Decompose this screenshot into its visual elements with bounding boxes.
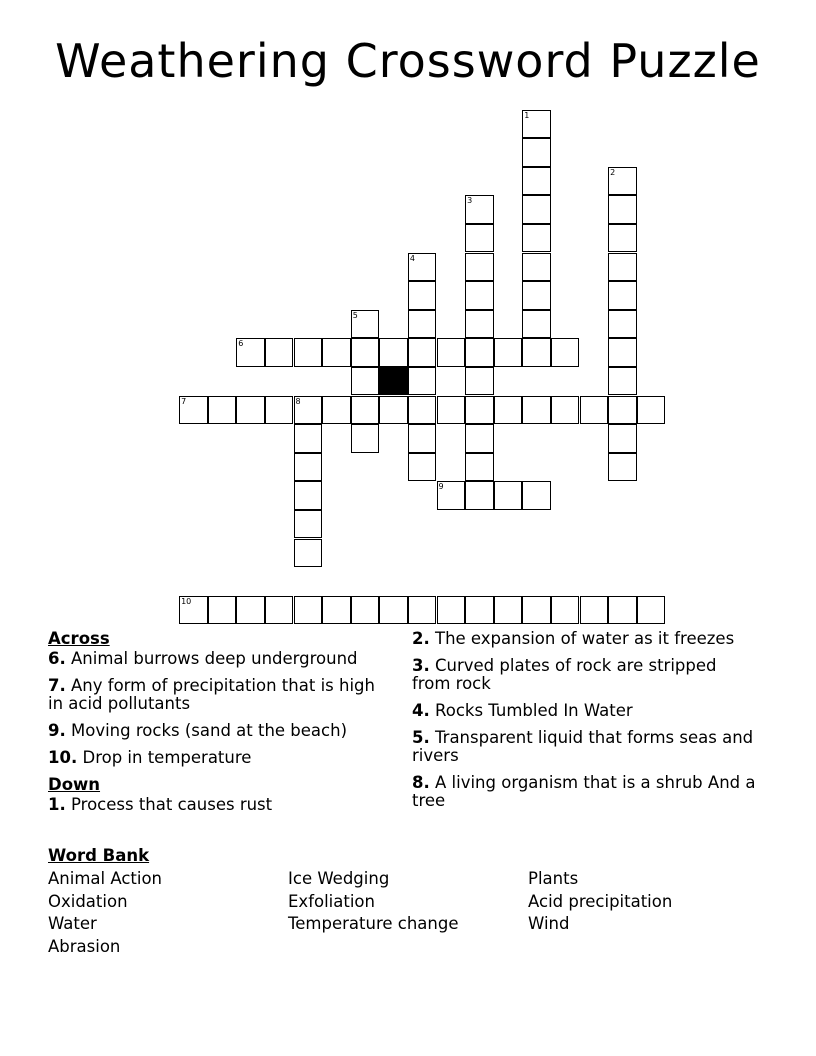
- grid-cell[interactable]: [551, 338, 580, 367]
- clue-number: 5.: [412, 728, 430, 747]
- clue-text: Curved plates of rock are stripped from rock: [412, 656, 717, 693]
- grid-cell[interactable]: [522, 396, 551, 425]
- clue-text: Rocks Tumbled In Water: [435, 701, 633, 720]
- grid-cell[interactable]: [351, 310, 380, 339]
- word-bank-item: Abrasion: [48, 936, 121, 956]
- word-bank-item: Ice Wedging: [288, 869, 390, 888]
- grid-cell[interactable]: [608, 338, 637, 367]
- grid-cell[interactable]: [465, 596, 494, 625]
- grid-cell[interactable]: [437, 396, 466, 425]
- grid-cell[interactable]: [522, 481, 551, 510]
- word-bank-column-3: [528, 868, 672, 936]
- grid-cell[interactable]: [294, 424, 323, 453]
- grid-cell[interactable]: [465, 338, 494, 367]
- clue-number-label: 3: [467, 196, 473, 206]
- clue-text: Any form of precipitation that is high in acid pollutants: [48, 676, 375, 713]
- word-bank-item: Wind: [528, 914, 570, 933]
- grid-cell[interactable]: [522, 167, 551, 196]
- clue-number: 6.: [48, 649, 66, 668]
- word-bank-item: Acid precipitation: [528, 891, 673, 911]
- grid-cell[interactable]: [637, 596, 666, 625]
- grid-cell[interactable]: [179, 596, 208, 625]
- grid-cell[interactable]: [608, 424, 637, 453]
- clue-number: 3.: [412, 656, 430, 675]
- grid-cell[interactable]: [408, 338, 437, 367]
- word-bank-item: Temperature change: [288, 914, 459, 933]
- page-title: Weathering Crossword Puzzle: [55, 34, 761, 88]
- grid-cell[interactable]: [522, 281, 551, 310]
- grid-cell[interactable]: [379, 596, 408, 625]
- word-bank-heading: Word Bank: [48, 846, 150, 865]
- grid-cell[interactable]: [294, 453, 323, 482]
- clue-number-label: 2: [610, 167, 616, 177]
- word-bank-item: Plants: [528, 869, 579, 888]
- clue-across-6: [48, 650, 388, 668]
- grid-cell[interactable]: [408, 310, 437, 339]
- clue-text: Process that causes rust: [71, 795, 273, 814]
- grid-cell[interactable]: [351, 424, 380, 453]
- grid-cell[interactable]: [522, 253, 551, 282]
- grid-cell[interactable]: [265, 396, 294, 425]
- grid-cell[interactable]: [379, 338, 408, 367]
- clue-number-label: 6: [238, 339, 244, 349]
- clue-text: Animal burrows deep underground: [71, 649, 358, 668]
- grid-cell[interactable]: [236, 338, 265, 367]
- clue-across-7: [48, 677, 388, 713]
- clue-number: 2.: [412, 629, 430, 648]
- grid-cell[interactable]: [465, 424, 494, 453]
- clue-text: Transparent liquid that forms seas and rivers: [412, 728, 754, 765]
- clue-text: Drop in temperature: [82, 748, 252, 767]
- grid-cell[interactable]: [608, 310, 637, 339]
- grid-cell[interactable]: [236, 596, 265, 625]
- grid-cell[interactable]: [494, 396, 523, 425]
- grid-cell[interactable]: [580, 396, 609, 425]
- grid-cell[interactable]: [522, 596, 551, 625]
- grid-cell[interactable]: [580, 596, 609, 625]
- clue-number: 7.: [48, 676, 66, 695]
- down-heading: Down: [48, 775, 101, 794]
- clues-right-column: [412, 630, 757, 819]
- grid-cell[interactable]: [294, 396, 323, 425]
- grid-cell[interactable]: [465, 224, 494, 253]
- grid-cell[interactable]: [551, 596, 580, 625]
- grid-cell[interactable]: [465, 195, 494, 224]
- grid-cell[interactable]: [465, 253, 494, 282]
- clue-number-label: 8: [295, 396, 301, 406]
- grid-cell[interactable]: [294, 539, 323, 568]
- grid-cell[interactable]: [294, 510, 323, 539]
- grid-cell[interactable]: [494, 338, 523, 367]
- clue-down-5: [412, 729, 757, 765]
- grid-cell[interactable]: [437, 596, 466, 625]
- grid-cell[interactable]: [379, 396, 408, 425]
- clue-number-label: 4: [409, 253, 415, 263]
- grid-cell[interactable]: [294, 481, 323, 510]
- grid-cell[interactable]: [437, 338, 466, 367]
- grid-cell[interactable]: [408, 424, 437, 453]
- black-cell: [379, 367, 408, 396]
- word-bank-item: Oxidation: [48, 891, 128, 911]
- grid-cell[interactable]: [294, 596, 323, 625]
- grid-cell[interactable]: [608, 453, 637, 482]
- grid-cell[interactable]: [208, 596, 237, 625]
- clue-number-label: 1: [524, 110, 530, 120]
- word-bank-column-2: [288, 868, 459, 936]
- grid-cell[interactable]: [522, 224, 551, 253]
- grid-cell[interactable]: [608, 253, 637, 282]
- clue-number-label: 10: [181, 596, 192, 606]
- grid-cell[interactable]: [408, 596, 437, 625]
- clue-down-3: [412, 657, 757, 693]
- grid-cell[interactable]: [437, 481, 466, 510]
- grid-cell[interactable]: [351, 367, 380, 396]
- grid-cell[interactable]: [551, 396, 580, 425]
- across-heading: Across: [48, 629, 110, 648]
- word-bank-item: Exfoliation: [288, 891, 375, 911]
- clue-number: 9.: [48, 721, 66, 740]
- clue-across-10: [48, 749, 388, 767]
- clue-down-1: [48, 796, 388, 814]
- clue-number-label: 5: [352, 310, 358, 320]
- grid-cell[interactable]: [608, 596, 637, 625]
- clue-down-4: [412, 702, 757, 720]
- grid-cell[interactable]: [265, 338, 294, 367]
- grid-cell[interactable]: [465, 310, 494, 339]
- grid-cell[interactable]: [294, 338, 323, 367]
- grid-cell[interactable]: [408, 367, 437, 396]
- word-bank-column-1: [48, 868, 162, 958]
- grid-cell[interactable]: [465, 367, 494, 396]
- clue-down-8: [412, 774, 757, 810]
- clue-number: 4.: [412, 701, 430, 720]
- grid-cell[interactable]: [179, 396, 208, 425]
- clue-text: A living organism that is a shrub And a tree: [412, 773, 756, 810]
- clue-text: Moving rocks (sand at the beach): [71, 721, 348, 740]
- clues-left-column: [48, 630, 388, 823]
- word-bank-item: Animal Action: [48, 869, 163, 888]
- grid-cell[interactable]: [408, 453, 437, 482]
- grid-cell[interactable]: [494, 596, 523, 625]
- clue-down-2: [412, 630, 757, 648]
- grid-cell[interactable]: [265, 596, 294, 625]
- grid-cell[interactable]: [465, 396, 494, 425]
- clue-number-label: 7: [181, 396, 187, 406]
- clue-text: The expansion of water as it freezes: [435, 629, 735, 648]
- grid-cell[interactable]: [522, 338, 551, 367]
- grid-cell[interactable]: [608, 195, 637, 224]
- grid-cell[interactable]: [322, 396, 351, 425]
- grid-cell[interactable]: [465, 281, 494, 310]
- grid-cell[interactable]: [637, 396, 666, 425]
- grid-cell[interactable]: [522, 310, 551, 339]
- clue-number: 8.: [412, 773, 430, 792]
- clue-number: 10.: [48, 748, 78, 767]
- grid-cell[interactable]: [408, 253, 437, 282]
- word-bank-item: Water: [48, 914, 97, 933]
- word-bank: [48, 846, 768, 956]
- grid-cell[interactable]: [408, 281, 437, 310]
- grid-cell[interactable]: [236, 396, 265, 425]
- grid-cell[interactable]: [351, 396, 380, 425]
- clue-across-9: [48, 722, 388, 740]
- grid-cell[interactable]: [608, 396, 637, 425]
- grid-cell[interactable]: [322, 338, 351, 367]
- clue-number: 1.: [48, 795, 66, 814]
- grid-cell[interactable]: [465, 453, 494, 482]
- grid-cell[interactable]: [408, 396, 437, 425]
- grid-cell[interactable]: [608, 281, 637, 310]
- grid-cell[interactable]: [465, 481, 494, 510]
- grid-cell[interactable]: [522, 138, 551, 167]
- grid-cell[interactable]: [322, 596, 351, 625]
- grid-cell[interactable]: [351, 596, 380, 625]
- grid-cell[interactable]: [494, 481, 523, 510]
- grid-cell[interactable]: [208, 396, 237, 425]
- grid-cell[interactable]: [608, 224, 637, 253]
- grid-cell[interactable]: [522, 110, 551, 139]
- grid-cell[interactable]: [608, 367, 637, 396]
- grid-cell[interactable]: [351, 338, 380, 367]
- grid-cell[interactable]: [522, 195, 551, 224]
- clue-number-label: 9: [438, 482, 444, 492]
- grid-cell[interactable]: [608, 167, 637, 196]
